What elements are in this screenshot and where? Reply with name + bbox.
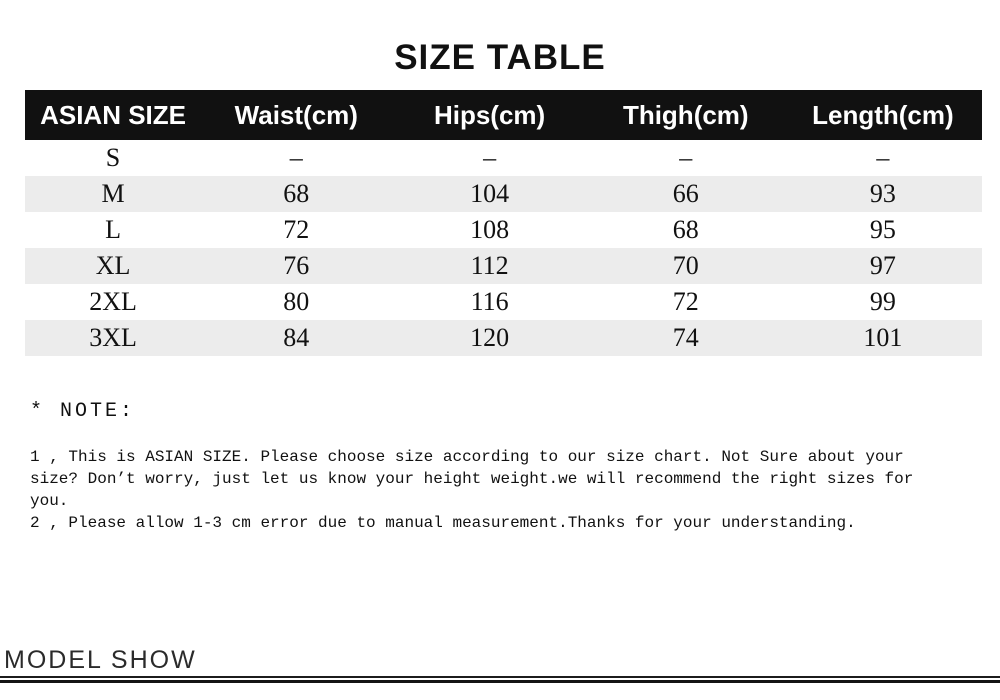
note-line: 2 , Please allow 1-3 cm error due to manual measurement.Thanks for your understanding. <box>30 514 856 532</box>
waist-cell: 76 <box>283 251 310 280</box>
table-row-m <box>25 176 982 212</box>
thigh-cell: 70 <box>672 251 699 280</box>
column-header-asian-size: ASIAN SIZE <box>40 99 186 130</box>
waist-cell: 68 <box>283 179 310 208</box>
size-cell: M <box>101 179 125 208</box>
waist-cell: 84 <box>283 323 310 352</box>
table-header-row <box>25 90 982 140</box>
size-cell: L <box>105 215 121 244</box>
note-line: size? Don’t worry, just let us know your height weight.we will recommend the right sizes for <box>30 470 914 488</box>
page-title: SIZE TABLE <box>394 38 606 77</box>
note-line: 1 , This is ASIAN SIZE. Please choose size according to our size chart. Not Sure about your <box>30 448 904 466</box>
length-cell: 93 <box>869 179 896 208</box>
thigh-cell: 72 <box>672 287 699 316</box>
note-line: you. <box>30 492 69 510</box>
thigh-cell: – <box>679 143 693 172</box>
waist-cell: 72 <box>283 215 310 244</box>
table-row-l <box>25 212 982 248</box>
hips-cell: 116 <box>470 287 509 316</box>
column-header-length: Length(cm) <box>812 99 954 130</box>
length-cell: 101 <box>863 323 903 352</box>
length-cell: 97 <box>869 251 896 280</box>
note-heading: * NOTE: <box>30 400 136 423</box>
waist-cell: – <box>289 143 303 172</box>
length-cell: – <box>876 143 890 172</box>
thigh-cell: 66 <box>672 179 699 208</box>
size-cell: S <box>105 143 121 172</box>
divider-line-thick <box>0 680 1000 683</box>
table-row-2xl <box>25 284 982 320</box>
divider-line-thin <box>0 676 1000 678</box>
hips-cell: 104 <box>470 179 510 208</box>
size-table <box>25 90 982 356</box>
column-header-hips: Hips(cm) <box>433 99 546 130</box>
length-cell: 99 <box>869 287 896 316</box>
note-body <box>30 446 980 534</box>
hips-cell: 120 <box>470 323 510 352</box>
hips-cell: 108 <box>470 215 510 244</box>
length-cell: 95 <box>869 215 896 244</box>
table-row-xl <box>25 248 982 284</box>
table-row-s <box>25 140 982 176</box>
size-cell: XL <box>95 251 131 280</box>
waist-cell: 80 <box>283 287 310 316</box>
size-cell: 2XL <box>89 287 137 316</box>
table-row-3xl <box>25 320 982 356</box>
column-header-waist: Waist(cm) <box>234 99 358 130</box>
hips-cell: 112 <box>470 251 509 280</box>
size-cell: 3XL <box>89 323 137 352</box>
thigh-cell: 74 <box>672 323 699 352</box>
column-header-thigh: Thigh(cm) <box>622 99 749 130</box>
section-label-model-show: MODEL SHOW <box>4 646 197 674</box>
thigh-cell: 68 <box>672 215 699 244</box>
hips-cell: – <box>483 143 497 172</box>
